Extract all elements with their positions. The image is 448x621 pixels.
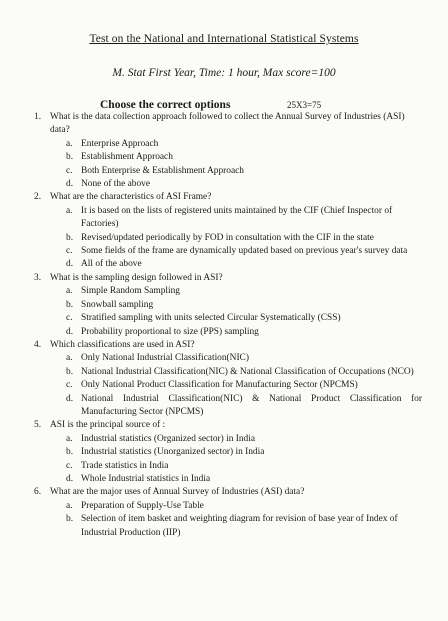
option-label: b.: [66, 514, 74, 525]
option-item: [0, 178, 448, 191]
section-heading: Choose the correct options: [100, 99, 231, 111]
option-label: d.: [66, 179, 74, 190]
option-label: b.: [66, 366, 74, 377]
option-item: [0, 138, 448, 151]
option-item: [0, 460, 448, 473]
exam-details: M. Stat First Year, Time: 1 hour, Max score=100: [112, 67, 336, 79]
option-text: Establishment Approach: [81, 152, 173, 163]
option-text: Revised/updated periodically by FOD in consultation with the CIF in the state: [81, 232, 374, 243]
option-item: [0, 245, 448, 258]
option-text: Only National Product Classification for Manufacturing Sector (NPCMS): [81, 380, 358, 391]
option-item: [0, 326, 448, 339]
question-text: What are the major uses of Annual Survey of Industries (ASI) data?: [50, 487, 305, 498]
option-list: [0, 500, 448, 540]
option-text: Trade statistics in India: [81, 460, 169, 471]
option-label: d.: [66, 326, 74, 337]
option-text: All of the above: [81, 259, 142, 270]
option-text: Only National Industrial Classification(NIC): [81, 353, 249, 364]
question: [0, 191, 448, 204]
option-list: [0, 285, 448, 339]
option-label: a.: [66, 433, 73, 444]
question-text: ASI is the principal source of :: [50, 420, 166, 431]
question: [0, 339, 448, 352]
question-text: What is the data collection approach followed to collect the Annual Survey of Industries (ASI) data?: [50, 112, 405, 136]
option-item: [0, 258, 448, 271]
option-text: Selection of item basket and weighting diagram for revision of base year of Index of Industrial Production (IIP): [81, 514, 398, 538]
question-number: 3.: [34, 272, 42, 283]
question: [0, 111, 448, 138]
option-item: [0, 500, 448, 513]
option-item: [0, 151, 448, 164]
option-item: [0, 299, 448, 312]
option-item: [0, 352, 448, 365]
option-label: d.: [66, 473, 74, 484]
option-label: a.: [66, 138, 73, 149]
option-list: [0, 138, 448, 192]
option-item: [0, 473, 448, 486]
option-list: [0, 205, 448, 272]
option-label: b.: [66, 299, 74, 310]
option-text: Preparation of Supply-Use Table: [81, 500, 204, 511]
option-label: b.: [66, 447, 74, 458]
option-label: d.: [66, 259, 74, 270]
option-item: [0, 446, 448, 459]
question-number: 6.: [34, 487, 42, 498]
option-label: c.: [66, 313, 73, 324]
option-text: Industrial statistics (Unorganized sector) in India: [81, 447, 265, 458]
option-item: [0, 366, 448, 379]
option-text: Industrial statistics (Organized sector) in India: [81, 433, 255, 444]
question-text: What is the sampling design followed in ASI?: [50, 272, 223, 283]
option-item: [0, 285, 448, 298]
option-text: It is based on the lists of registered units maintained by the CIF (Chief Inspector of Factories): [81, 205, 393, 230]
option-label: a.: [66, 205, 73, 216]
option-item: [0, 513, 448, 540]
option-text: None of the above: [81, 179, 150, 190]
option-item: [0, 165, 448, 178]
option-text: Simple Random Sampling: [81, 286, 180, 297]
option-label: a.: [66, 353, 73, 364]
document-title: Test on the National and International Statistical Systems: [89, 33, 359, 45]
question: [0, 419, 448, 432]
question-number: 4.: [34, 339, 42, 350]
option-text: Stratified sampling with units selected Circular Systematically (CSS): [81, 313, 341, 324]
score-note: 25X3=75: [287, 100, 322, 110]
option-list: [0, 433, 448, 487]
option-text: Both Enterprise & Establishment Approach: [81, 165, 244, 176]
question-text: Which classifications are used in ASI?: [50, 339, 195, 350]
option-label: d.: [66, 393, 74, 404]
option-label: c.: [66, 380, 73, 391]
option-list: [0, 352, 448, 419]
question-number: 1.: [34, 112, 42, 122]
option-item: [0, 205, 448, 232]
option-item: [0, 232, 448, 245]
option-label: a.: [66, 500, 73, 511]
option-text: Enterprise Approach: [81, 138, 159, 149]
option-label: c.: [66, 246, 73, 257]
option-label: c.: [66, 165, 73, 176]
option-item: [0, 393, 448, 420]
option-label: c.: [66, 460, 73, 471]
option-item: [0, 379, 448, 392]
option-label: a.: [66, 286, 73, 297]
question: [0, 272, 448, 285]
option-text: Whole Industrial statistics in India: [81, 473, 211, 484]
option-item: [0, 312, 448, 325]
option-text: National Industrial Classification(NIC) & National Product Classification for Manufacturing Sector (NPCMS): [81, 393, 422, 417]
option-text: Snowball sampling: [81, 299, 154, 310]
option-text: Probability proportional to size (PPS) sampling: [81, 326, 259, 337]
option-label: b.: [66, 232, 74, 243]
question: [0, 486, 448, 499]
option-text: National Industrial Classification(NIC) & National Classification of Occupations (NCO): [81, 366, 414, 377]
option-label: b.: [66, 152, 74, 163]
option-item: [0, 433, 448, 446]
question-number: 2.: [34, 192, 42, 203]
question-number: 5.: [34, 420, 42, 431]
question-list: [0, 111, 448, 540]
question-text: What are the characteristics of ASI Frame?: [50, 192, 212, 203]
option-text: Some fields of the frame are dynamically updated based on previous year's survey data: [81, 246, 408, 257]
